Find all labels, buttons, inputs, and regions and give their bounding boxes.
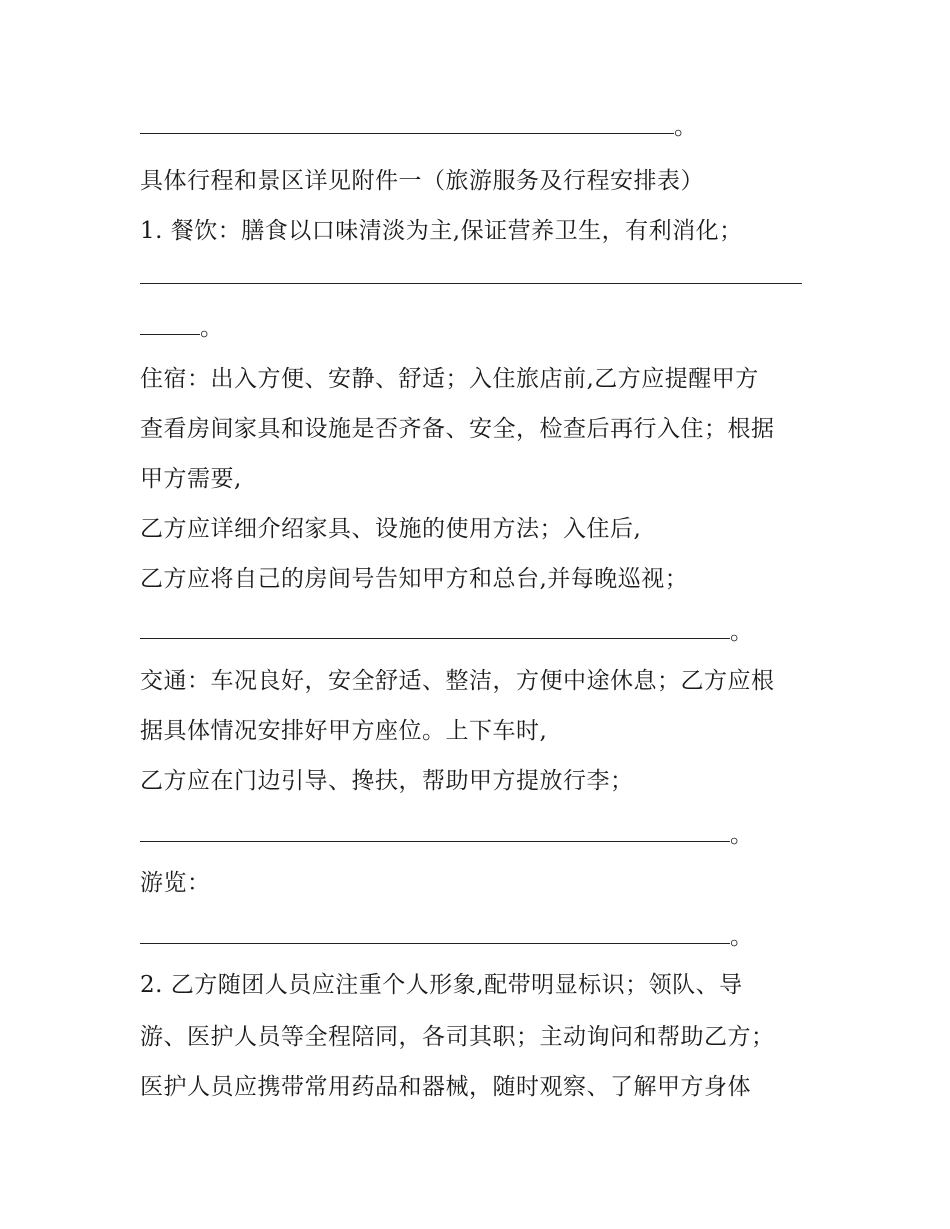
blank-line-2	[140, 262, 802, 292]
lodging-clause-line-2: 查看房间家具和设施是否齐备、安全，检查后再行入住；根据	[140, 416, 775, 442]
itinerary-line: 具体行程和景区详见附件一（旅游服务及行程安排表）	[140, 168, 704, 194]
fill-in-underline	[140, 113, 674, 134]
lodging-clause-line-5: 乙方应将自己的房间号告知甲方和总台,并每晚巡视；	[140, 566, 689, 592]
transport-clause-line-2: 据具体情况安排好甲方座位。上下车时,	[140, 718, 548, 744]
staff-clause-line-1: 2. 乙方随团人员应注重个人形象,配带明显标识；领队、导	[140, 972, 743, 998]
blank-line-4	[140, 617, 754, 647]
transport-clause-line-1: 交通：车况良好，安全舒适、整洁，方便中途休息；乙方应根	[140, 668, 775, 694]
staff-clause-line-2: 游、医护人员等全程陪同，各司其职；主动询问和帮助乙方；	[140, 1024, 775, 1050]
fill-in-underline	[140, 618, 730, 639]
period: 。	[730, 822, 754, 848]
period: 。	[730, 924, 754, 950]
food-clause: 1. 餐饮：膳食以口味清淡为主,保证营养卫生，有利消化；	[140, 218, 743, 244]
fill-in-underline	[140, 263, 802, 284]
period: 。	[200, 315, 224, 341]
fill-in-underline	[140, 923, 730, 944]
transport-clause-line-3: 乙方应在门边引导、搀扶，帮助甲方提放行李；	[140, 768, 634, 794]
lodging-clause-line-1: 住宿：出入方便、安静、舒适；入住旅店前,乙方应提醒甲方	[140, 366, 759, 392]
blank-line-1	[140, 112, 698, 142]
blank-line-3	[140, 313, 224, 343]
lodging-clause-line-3: 甲方需要,	[140, 466, 242, 492]
fill-in-underline	[140, 314, 200, 335]
blank-line-5	[140, 820, 754, 850]
period: 。	[730, 619, 754, 645]
sightseeing-clause: 游览：	[140, 870, 211, 896]
blank-line-6	[140, 922, 754, 952]
staff-clause-line-3: 医护人员应携带常用药品和器械，随时观察、了解甲方身体	[140, 1074, 751, 1100]
lodging-clause-line-4: 乙方应详细介绍家具、设施的使用方法；入住后,	[140, 516, 642, 542]
period: 。	[674, 114, 698, 140]
fill-in-underline	[140, 821, 730, 842]
